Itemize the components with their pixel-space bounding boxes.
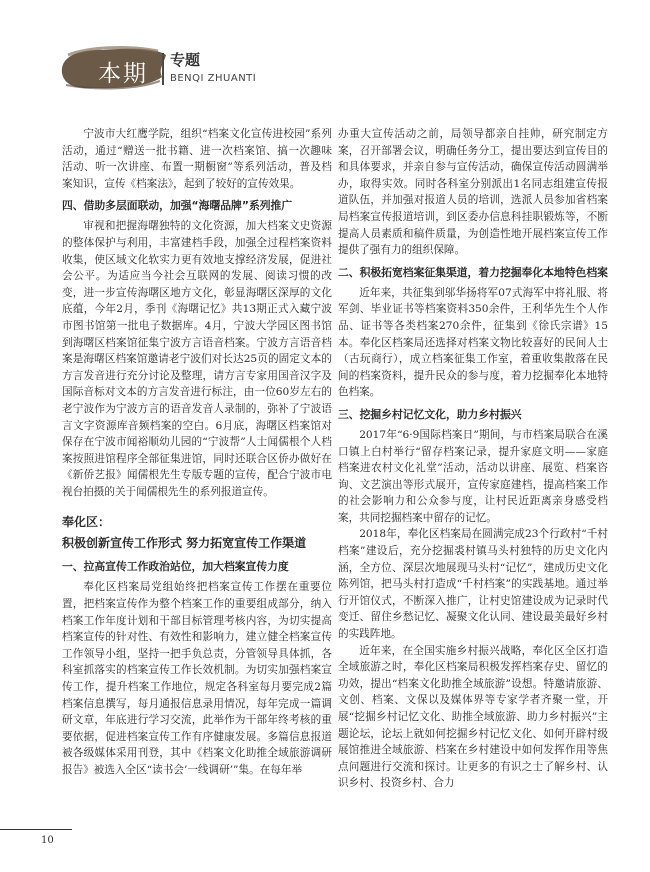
- issue-badge: [58, 43, 168, 93]
- district-title: 奉化区：: [62, 515, 111, 530]
- section-heading: 三、挖掘乡村记忆文化，助力乡村振兴: [338, 407, 522, 421]
- footer-rule: [0, 829, 72, 830]
- page-number: 10: [41, 835, 54, 846]
- issue-badge-text: 本期: [98, 61, 148, 87]
- paragraph: 2018年，奉化区档案局在圆满完成23个行政村“千村档案”建设后，充分挖掘裘村镇马头村独特的历史文化内涵，全方位、深层次地展现马头村“记忆”，建成历史文化陈列馆，把马头村打造成“千村档案”的实践基地。通过举行开馆仪式，不断深入推广，让村史馆建设成为记录时代变迁、留住乡愁记忆、凝聚文化认同、建设最美最好乡村的实践阵地。: [338, 528, 608, 641]
- section-heading: 二、积极拓宽档案征集渠道，着力挖掘奉化本地特色档案: [338, 265, 608, 279]
- paragraph: 审视和把握海曙独特的文化资源，加大档案文史资源的整体保护与利用，丰富建档手段，加强全过程档案资料收集，使区域文化软实力更有效地支撑经济发展，促进社会公平。为适应当今社会互联网的发展、阅读习惯的改变，进一步宣传海曙区地方文化，彰显海曙区深厚的文化底蕴，今年2月，季刊《海曙记忆》共13期正式入藏宁波市图书馆第一批电子数据库。4月，宁波大学园区图书馆到海曙区档案馆征集宁波方言语音档案。宁波方言语音档案是海曙区档案馆邀请老宁波们对长达25页的固定文本的方言发音进行充分讨论及整理，请方言专家用国音汉字及国际音标对文本的方言发音进行标注，由一位60岁左右的老宁波作为宁波方言的语音发音人录制的，弥补了宁波语言文字资源库音频档案的空白。6月底，海曙区档案馆对保存在宁波市闻裕顺幼儿园的“宁波帮”人士闻儒根个人档案按照进馆程序全部征集进馆，同时还联合区侨办做好在《新侨艺报》闻儒根先生专版专题的宣传，配合宁波市电视台拍摄的关于闻儒根先生的系列报道宣传。: [62, 220, 332, 498]
- paragraph: 近年来，共征集到邬华扬将军07式海军中将礼服、将军剑、毕业证书等档案资料350余件，王利华先生个人作品、证书等各类档案270余件，征集到《徐氏宗谱》15本。奉化区档案局还选择对档案文物比较喜好的民间人士（古玩商行），成立档案征集工作室，着重收集散落在民间的档案资料，提升民众的参与度，着力挖掘奉化本地特色档案。: [338, 286, 608, 399]
- paragraph: 办重大宣传活动之前，局领导都亲自挂帅，研究制定方案，召开部署会议，明确任务分工，提出要达到宣传目的和具体要求，并亲自参与宣传活动，确保宣传活动圆满举办，取得实效。同时各科室分别派出1名同志组建宣传报道队伍，并加强对报道人员的培训，选派人员参加省档案局档案宣传报道培训，到区委办信息科挂职锻炼等，不断提高人员素质和稿件质量，为创造性地开展档案宣传工作提供了强有力的组织保障。: [338, 128, 608, 257]
- header-divider: [162, 53, 164, 85]
- paragraph: 宁波市大红鹰学院，组织“档案文化宣传进校园”系列活动，通过“赠送一批书籍、进一次档案馆、搞一次趣味活动、听一次讲座、布置一期橱窗”等系列活动，普及档案知识，宣传《档案法》，起到了较好的宣传效果。: [62, 128, 332, 190]
- paragraph: 近年来，在全国实施乡村振兴战略，奉化区全区打造全域旅游之时，奉化区档案局积极发挥档案存史、留忆的功效，提出“档案文化助推全域旅游”设想。特邀请旅游、文创、档案、文保以及媒体界等专家学者齐聚一堂，开展“挖掘乡村记忆文化、助推全域旅游、助力乡村振兴”主题论坛，论坛上就如何挖掘乡村记忆文化、如何开辟村级展馆推进全域旅游、档案在乡村建设中如何发挥作用等焦点问题进行交流和探讨。让更多的有识之士了解乡村、认识乡村、投资乡村、合力: [338, 644, 608, 790]
- section-heading: 一、拉高宣传工作政治站位，加大档案宣传力度: [62, 560, 289, 574]
- topic-pinyin: BENQI ZHUANTI: [170, 73, 257, 84]
- right-column: [338, 126, 608, 821]
- paragraph: 奉化区档案局党组始终把档案宣传工作摆在重要位置，把档案宣传作为整个档案工作的重要组成部分，纳入档案工作年度计划和干部目标管理考核内容，为切实提高档案宣传的针对性、有效性和影响力，建立健全档案宣传工作领导小组，坚持一把手负总责，分管领导具体抓，各科室抓落实的档案宣传工作长效机制。为切实加强档案宣传工作，提升档案工作地位，规定各科室每月要完成2篇档案信息撰写，每月通报信息录用情况，每年完成一篇调研文章，年底进行学习交流，此举作为干部年终考核的重要依据，促进档案宣传工作有序健康发展。多篇信息报道被各级媒体采用刊登，其中《档案文化助推全域旅游调研报告》被选入全区“读书会’一线调研’”集。在每年举: [62, 581, 332, 776]
- district-subtitle: 积极创新宣传工作形式 努力拓宽宣传工作渠道: [62, 536, 307, 551]
- topic-heading: [170, 49, 256, 84]
- section-heading: 四、借助多层面联动，加强“海曙品牌”系列推广: [62, 199, 293, 213]
- paragraph: 2017年“6·9国际档案日”期间，与市档案局联合在溪口镇上白村举行“留存档案记录，提升家庭文明——家庭档案进农村文化礼堂”活动，活动以讲座、展览、档案咨询、文艺演出等形式展开，宣传家庭建档，提高档案工作的社会影响力和公众参与度，让村民近距离亲身感受档案，共同挖掘档案中留存的记忆。: [338, 428, 608, 524]
- left-column: [62, 126, 332, 821]
- topic-title: 专题: [170, 51, 201, 69]
